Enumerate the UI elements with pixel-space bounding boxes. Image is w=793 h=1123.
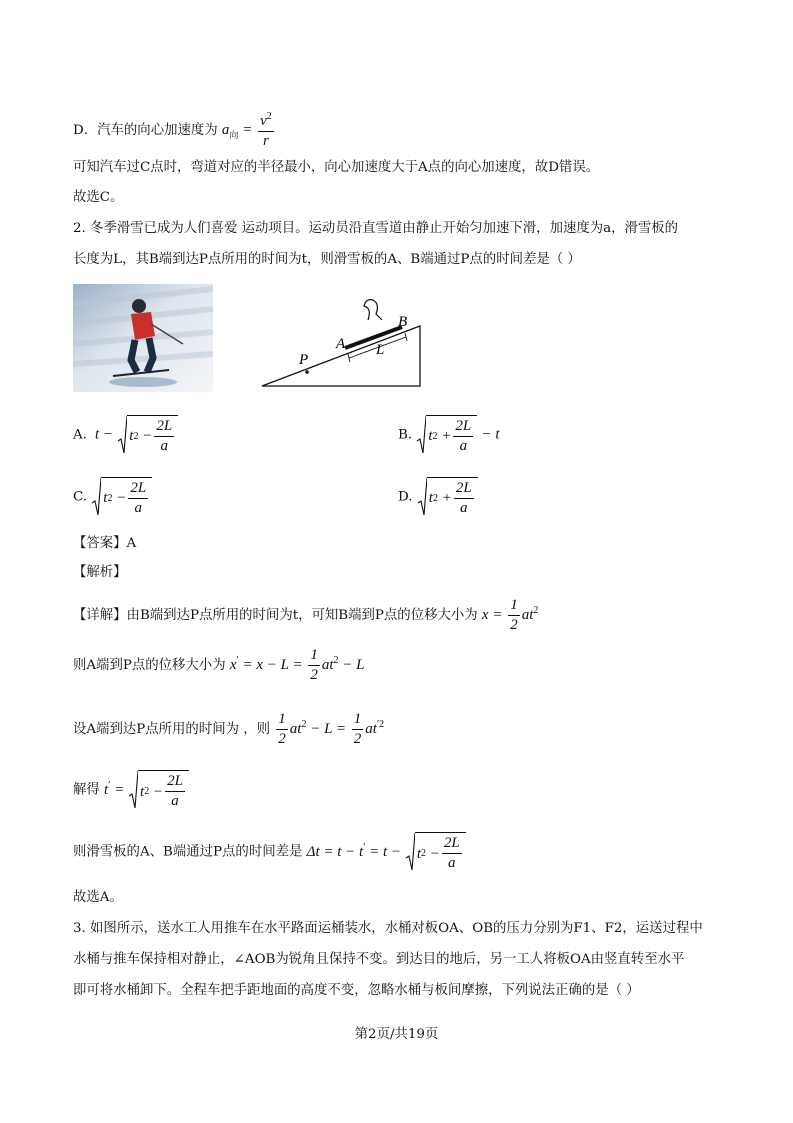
formula-centripetal: $a_向$ = $\frac{v^2}{r}$ — [221, 111, 272, 149]
q2-stem-line2: 长度为L，其B端到达P点所用的时间为t，则滑雪板的A、B端通过P点的时间差是（ ） — [73, 252, 581, 267]
skier-photo — [73, 284, 213, 392]
detail-line2: 则A端到P点的位移大小为 x′ = x − L = $\frac{1}{2}$ $at^2 - L$ — [73, 647, 365, 683]
q3-line2: 水桶与推车保持相对静止，∠AOB为锐角且保持不变。到达目的地后，另一工人将板OA由竖直转至水平 — [73, 952, 685, 967]
svg-text:L: L — [376, 342, 385, 358]
detail-line5: 则滑雪板的A、B端通过P点的时间差是 Δt = t − t′ = t − t 2 − $\frac{2L}{a}$ — [73, 832, 466, 872]
analysis-heading: 【解析】 — [73, 565, 127, 580]
detail-line4: 解得 t′ = t 2 − $\frac{2L}{a}$ — [73, 770, 189, 810]
point-p — [305, 370, 309, 374]
incline-diagram — [260, 290, 435, 390]
q3-line3: 即可将水桶卸下。全程车把手距地面的高度不变，忽略水桶与板间摩擦，下列说法正确的是（ ） — [73, 983, 640, 998]
svg-text:P: P — [299, 352, 309, 368]
answer-line: 【答案】A — [73, 536, 137, 551]
svg-text:B: B — [398, 314, 408, 330]
svg-text:A: A — [336, 336, 346, 352]
option-d-line: D．汽车的向心加速度为 $a_向$ = $\frac{v^2}{r}$ — [73, 112, 276, 149]
option-d[interactable]: D. t 2 + $\frac{2L}{a}$ — [398, 477, 478, 517]
choose-a-line: 故选A。 — [73, 890, 123, 905]
option-b[interactable]: B. t 2 + $\frac{2L}{a}$ − t — [398, 415, 500, 455]
q2-stem-line1: 2. 冬季滑雪已成为人们喜爱 运动项目。运动员沿直雪道由静止开始匀加速下滑，加速度为a，滑雪板的 — [73, 221, 679, 236]
sqrt: t 2 + $\frac{2L}{a}$ — [417, 477, 478, 517]
sqrt: t 2 − $\frac{2L}{a}$ — [91, 477, 152, 517]
q3-line1: 3. 如图所示，送水工人用推车在水平路面运桶装水，水桶对板OA、OB的压力分别为F1、F2，运送过程中 — [73, 921, 703, 936]
sqrt: t 2 − $\frac{2L}{a}$ — [405, 832, 466, 872]
detail-line1: 【详解】由B端到达P点所用的时间为t，可知B端到P点的位移大小为 x = $\frac{1}{2}$ $at^2$ — [73, 597, 539, 633]
sqrt: t 2 − $\frac{2L}{a}$ — [117, 415, 178, 455]
choose-c-line: 故选C。 — [73, 190, 124, 205]
sqrt: t 2 − $\frac{2L}{a}$ — [128, 770, 189, 810]
page-footer: 第2页/共19页 — [354, 1027, 439, 1042]
detail-line3: 设A端到达P点所用的时间为 ，则 $\frac{1}{2}$ $at^2 - L$ = $\frac{1}{2}$ $at^{'2}$ — [73, 711, 385, 747]
option-a[interactable]: A. t − t 2 − $\frac{2L}{a}$ — [73, 415, 178, 455]
option-c[interactable]: C. t 2 − $\frac{2L}{a}$ — [73, 477, 152, 517]
sqrt: t 2 + $\frac{2L}{a}$ — [416, 415, 477, 455]
explanation-line: 可知汽车过C点时，弯道对应的半径最小，向心加速度大于A点的向心加速度，故D错误。 — [73, 160, 600, 175]
